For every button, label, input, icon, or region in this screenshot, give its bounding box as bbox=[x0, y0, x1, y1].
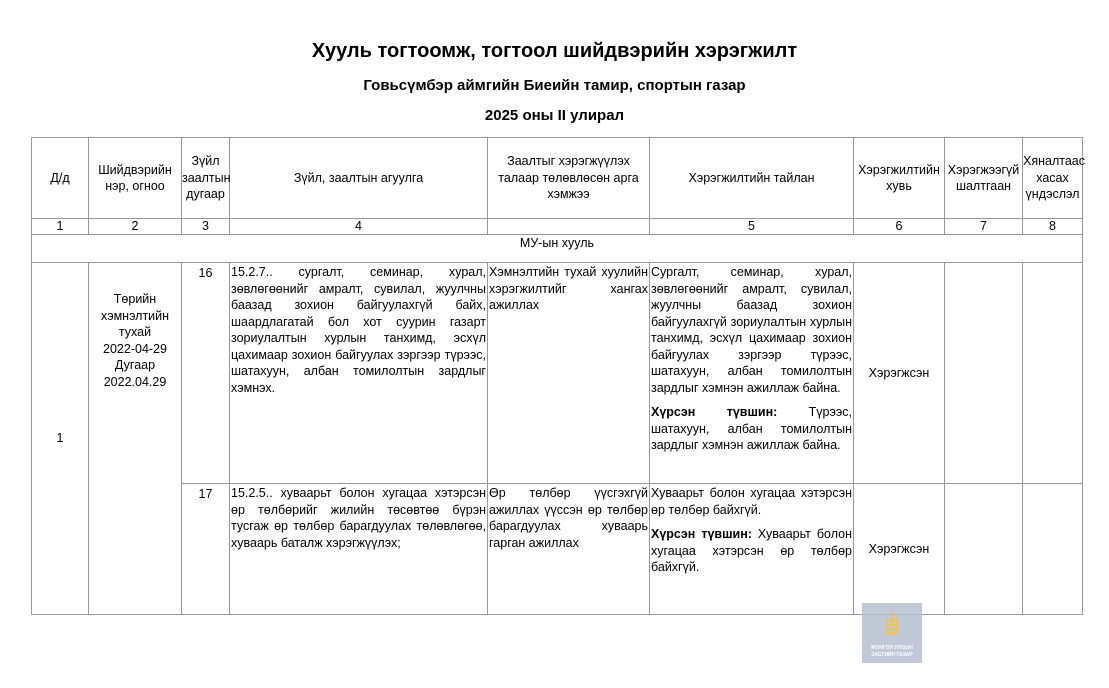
logo-text-line1: МОНГОЛ УЛСЫН bbox=[871, 645, 913, 651]
col-number: 8 bbox=[1023, 219, 1083, 235]
achieved-level-label: Хүрсэн түвшин: bbox=[651, 527, 752, 541]
implementation-percent: Хэрэгжсэн bbox=[854, 263, 945, 484]
implementation-report bbox=[650, 263, 854, 484]
clause-content: 15.2.7.. сургалт, семинар, хурал, зөвлөгөөнийг амралт, сувилал, жуулчны баазад зохион байгуулахгүй байх, шаардлагатай бол хот суурин газарт зориулалтын хурлын танхимд, эсхүл цахимаар зохион байгуулах зэргээр түрээс, шатахуун, албан томилолтын зардлыг хэмнэх. bbox=[230, 263, 488, 484]
col-number: 1 bbox=[32, 219, 89, 235]
planned-action: Өр төлбөр үүсгэхгүй ажиллах үүссэн өр төлбөр барагдуулах хуваарь гарган ажиллах bbox=[488, 484, 650, 615]
page-title: Хууль тогтоомж, тогтоол шийдвэрийн хэрэгжилт bbox=[311, 40, 798, 62]
header-percent: Хэрэгжилтийн хувь bbox=[854, 138, 945, 219]
implementation-report bbox=[650, 484, 854, 615]
achieved-level bbox=[651, 404, 852, 454]
col-number bbox=[488, 219, 650, 235]
decision-name-date bbox=[89, 263, 182, 615]
clause-content: 15.2.5.. хуваарьт болон хугацаа хэтэрсэн өр төлбөрийг жилийн төсөвтөө бүрэн тусгаж өр төлбөр барагдуулах төлөвлөгөө, хуваарь баталж хэрэгжүүлэх; bbox=[230, 484, 488, 615]
achieved-level-label: Хүрсэн түвшин: bbox=[651, 405, 778, 419]
achieved-level bbox=[651, 526, 852, 576]
removal-reason bbox=[1023, 263, 1083, 484]
decision-line: 2022-04-29 bbox=[103, 341, 167, 356]
clause-number: 17 bbox=[182, 484, 230, 615]
table-row bbox=[32, 484, 1083, 615]
organization-subtitle: Говьсүмбэр аймгийн Биеийн тамир, спортын газар bbox=[363, 77, 746, 94]
government-logo-watermark bbox=[862, 603, 922, 663]
period-label: 2025 оны II улирал bbox=[484, 107, 625, 124]
decision-line: 2022.04.29 bbox=[103, 374, 167, 389]
header-index: Д/д bbox=[32, 138, 89, 219]
implementation-table bbox=[31, 137, 1083, 615]
header-decision: Шийдвэрийн нэр, огноо bbox=[89, 138, 182, 219]
report-text: Сургалт, семинар, хурал, зөвлөгөөнийг амралт, сувилал, жуулчны баазад зохион байгуулахгүй зориулалтын хурлын танхимд, эсхүл цахимаар зохион байгуулах зэргээр түрээс, шатахуун, албан томилолтын зардлыг хэмнэн ажиллаж байна. bbox=[651, 265, 852, 395]
col-number: 2 bbox=[89, 219, 182, 235]
col-number: 4 bbox=[230, 219, 488, 235]
implementation-percent: Хэрэгжсэн bbox=[854, 484, 945, 615]
header-report: Хэрэгжилтийн тайлан bbox=[650, 138, 854, 219]
entry-index: 1 bbox=[32, 263, 89, 615]
decision-line: Дугаар bbox=[114, 358, 156, 372]
header-row bbox=[32, 138, 1083, 219]
not-implemented-reason bbox=[945, 484, 1023, 615]
header-number-row bbox=[32, 219, 1083, 235]
soyombo-emblem-icon bbox=[884, 611, 900, 635]
section-title: МУ-ын хууль bbox=[32, 235, 1083, 263]
header-removal: Хяналтаас хасах үндэслэл bbox=[1023, 138, 1083, 219]
planned-action: Хэмнэлтийн тухай хуулийн хэрэгжилтийг хангах ажиллах bbox=[488, 263, 650, 484]
not-implemented-reason bbox=[945, 263, 1023, 484]
clause-number: 16 bbox=[182, 263, 230, 484]
col-number: 6 bbox=[854, 219, 945, 235]
col-number: 3 bbox=[182, 219, 230, 235]
header-planned-action: Заалтыг хэрэгжүүлэх талаар төлөвлөсөн арга хэмжээ bbox=[488, 138, 650, 219]
header-reason: Хэрэгжээгүй шалтгаан bbox=[945, 138, 1023, 219]
col-number: 7 bbox=[945, 219, 1023, 235]
table-row bbox=[32, 263, 1083, 484]
col-number: 5 bbox=[650, 219, 854, 235]
achieved-level-text: Түрээс, шатахуун, албан томилолтын зардлыг хэмнэн ажиллаж байна. bbox=[651, 405, 852, 452]
removal-reason bbox=[1023, 484, 1083, 615]
section-row bbox=[32, 235, 1083, 263]
achieved-level-text: Хуваарьт болон хугацаа хэтэрсэн өр төлбөр байхгүй. bbox=[651, 527, 852, 574]
report-text: Хуваарьт болон хугацаа хэтэрсэн өр төлбөр байхгүй. bbox=[651, 486, 852, 517]
header-clause-number: Зүйл заалтын дугаар bbox=[182, 138, 230, 219]
header-clause-content: Зүйл, заалтын агуулга bbox=[230, 138, 488, 219]
decision-line: Төрийн хэмнэлтийн тухай bbox=[100, 292, 170, 339]
logo-text-line2: ЗАСГИЙН ГАЗАР bbox=[871, 652, 913, 658]
